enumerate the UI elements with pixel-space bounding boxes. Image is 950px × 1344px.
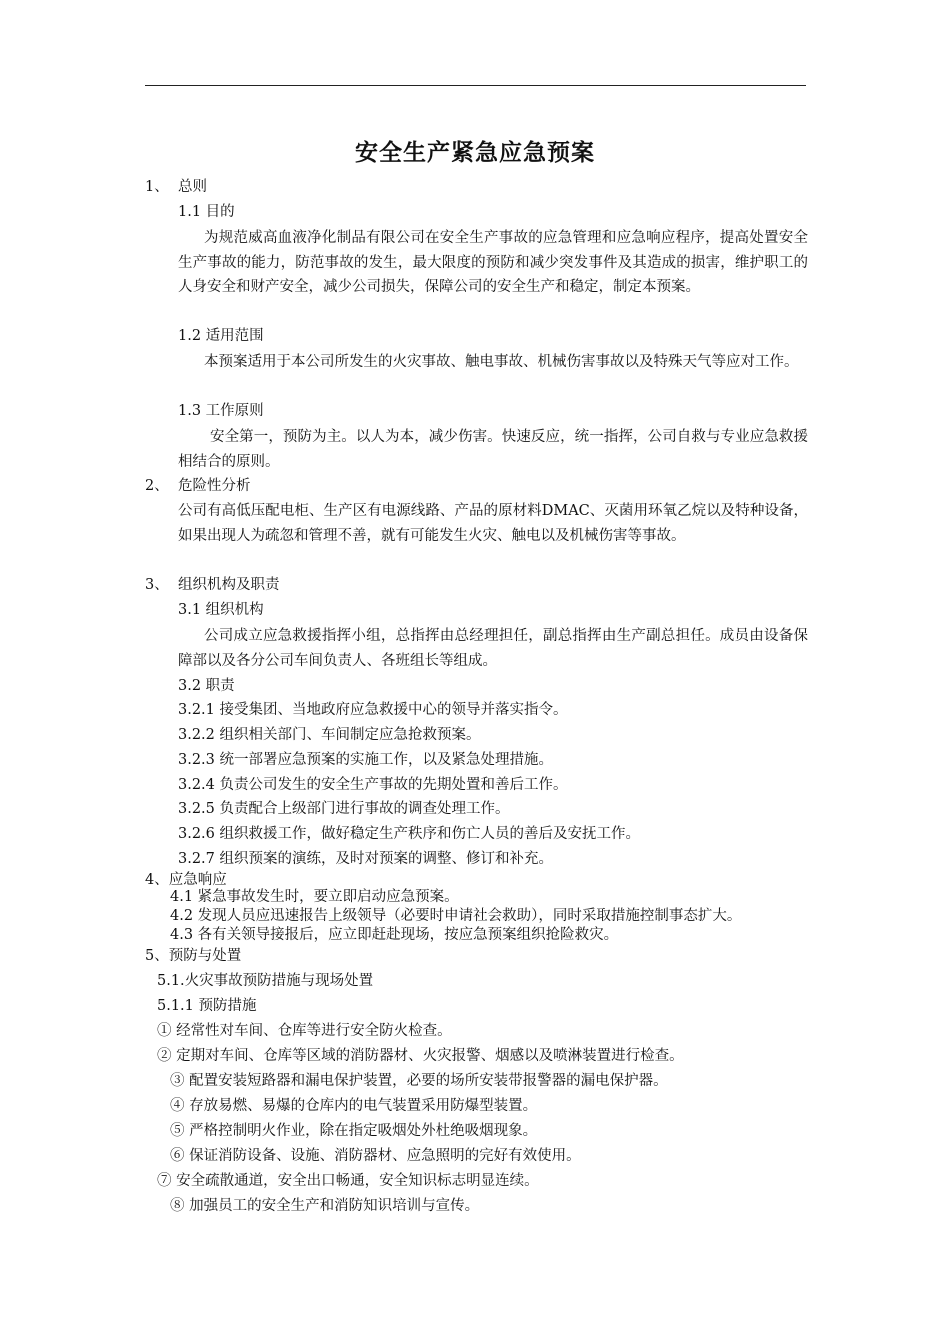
section-1-2-text: 本预案适用于本公司所发生的火灾事故、触电事故、机械伤害事故以及特殊天气等应对工作。 bbox=[204, 354, 799, 370]
section-3-number: 3、 bbox=[145, 577, 169, 593]
section-3-1-text: 公司成立应急救援指挥小组，总指挥由总经理担任，副总指挥由生产副总担任。成员由设备保障部以及各分公司车间负责人、各班组长等组成。 bbox=[178, 628, 808, 669]
section-4-heading: 4、应急响应 bbox=[145, 872, 227, 888]
section-5-1-heading: 5.1.火灾事故预防措施与现场处置 bbox=[157, 973, 374, 989]
header-rule bbox=[145, 85, 806, 86]
measure-item: ① 经常性对车间、仓库等进行安全防火检查。 bbox=[157, 1023, 452, 1039]
response-item: 4.1 紧急事故发生时，要立即启动应急预案。 bbox=[170, 889, 459, 905]
section-5-1-1-heading: 5.1.1 预防措施 bbox=[157, 998, 257, 1014]
section-1-1-text: 为规范威高血液净化制品有限公司在安全生产事故的应急管理和应急响应程序，提高处置安全生产事故的能力，防范事故的发生，最大限度的预防和减少突发事件及其造成的损害，维护职工的人身安全和财产安全，减少公司损失，保障公司的安全生产和稳定，制定本预案。 bbox=[178, 230, 808, 295]
section-1-number: 1、 bbox=[145, 179, 169, 195]
response-item: 4.2 发现人员应迅速报告上级领导（必要时申请社会救助），同时采取措施控制事态扩大。 bbox=[170, 908, 742, 924]
duty-item: 3.2.7 组织预案的演练，及时对预案的调整、修订和补充。 bbox=[178, 851, 554, 867]
duty-item: 3.2.3 统一部署应急预案的实施工作，以及紧急处理措施。 bbox=[178, 752, 554, 768]
section-1-3-text: 安全第一，预防为主。以人为本，减少伤害。快速反应，统一指挥，公司自救与专业应急救援相结合的原则。 bbox=[178, 429, 808, 470]
section-1-heading: 总则 bbox=[178, 179, 207, 195]
measure-item: ④ 存放易燃、易爆的仓库内的电气装置采用防爆型装置。 bbox=[170, 1098, 538, 1114]
section-2-text: 公司有高低压配电柜、生产区有电源线路、产品的原材料DMAC、灭菌用环氧乙烷以及特种设备，如果出现人为疏忽和管理不善，就有可能发生火灾、触电以及机械伤害等事故。 bbox=[178, 503, 808, 544]
section-3-2-heading: 3.2 职责 bbox=[178, 678, 235, 694]
section-3-1-heading: 3.1 组织机构 bbox=[178, 602, 264, 618]
document-title: 安全生产紧急应急预案 bbox=[355, 139, 595, 166]
section-2-number: 2、 bbox=[145, 478, 169, 494]
duty-item: 3.2.6 组织救援工作，做好稳定生产秩序和伤亡人员的善后及安抚工作。 bbox=[178, 826, 641, 842]
section-5-heading: 5、预防与处置 bbox=[145, 948, 242, 964]
section-1-3-heading: 1.3 工作原则 bbox=[178, 403, 264, 419]
measure-item: ⑧ 加强员工的安全生产和消防知识培训与宣传。 bbox=[170, 1198, 480, 1214]
measure-item: ⑤ 严格控制明火作业，除在指定吸烟处外杜绝吸烟现象。 bbox=[170, 1123, 538, 1139]
measure-item: ⑦ 安全疏散通道，安全出口畅通，安全知识标志明显连续。 bbox=[157, 1173, 539, 1189]
section-1-1-heading: 1.1 目的 bbox=[178, 204, 235, 220]
measure-item: ③ 配置安装短路器和漏电保护装置，必要的场所安装带报警器的漏电保护器。 bbox=[170, 1073, 668, 1089]
duty-item: 3.2.5 负责配合上级部门进行事故的调查处理工作。 bbox=[178, 801, 510, 817]
measure-item: ② 定期对车间、仓库等区域的消防器材、火灾报警、烟感以及喷淋装置进行检查。 bbox=[157, 1048, 684, 1064]
response-item: 4.3 各有关领导接报后，应立即赶赴现场，按应急预案组织抢险救灾。 bbox=[170, 927, 619, 943]
duty-item: 3.2.4 负责公司发生的安全生产事故的先期处置和善后工作。 bbox=[178, 777, 568, 793]
duty-item: 3.2.1 接受集团、当地政府应急救援中心的领导并落实指令。 bbox=[178, 702, 568, 718]
duty-item: 3.2.2 组织相关部门、车间制定应急抢救预案。 bbox=[178, 727, 481, 743]
section-2-heading: 危险性分析 bbox=[178, 478, 251, 494]
section-1-2-heading: 1.2 适用范围 bbox=[178, 328, 264, 344]
section-3-heading: 组织机构及职责 bbox=[178, 577, 280, 593]
measure-item: ⑥ 保证消防设备、设施、消防器材、应急照明的完好有效使用。 bbox=[170, 1148, 581, 1164]
